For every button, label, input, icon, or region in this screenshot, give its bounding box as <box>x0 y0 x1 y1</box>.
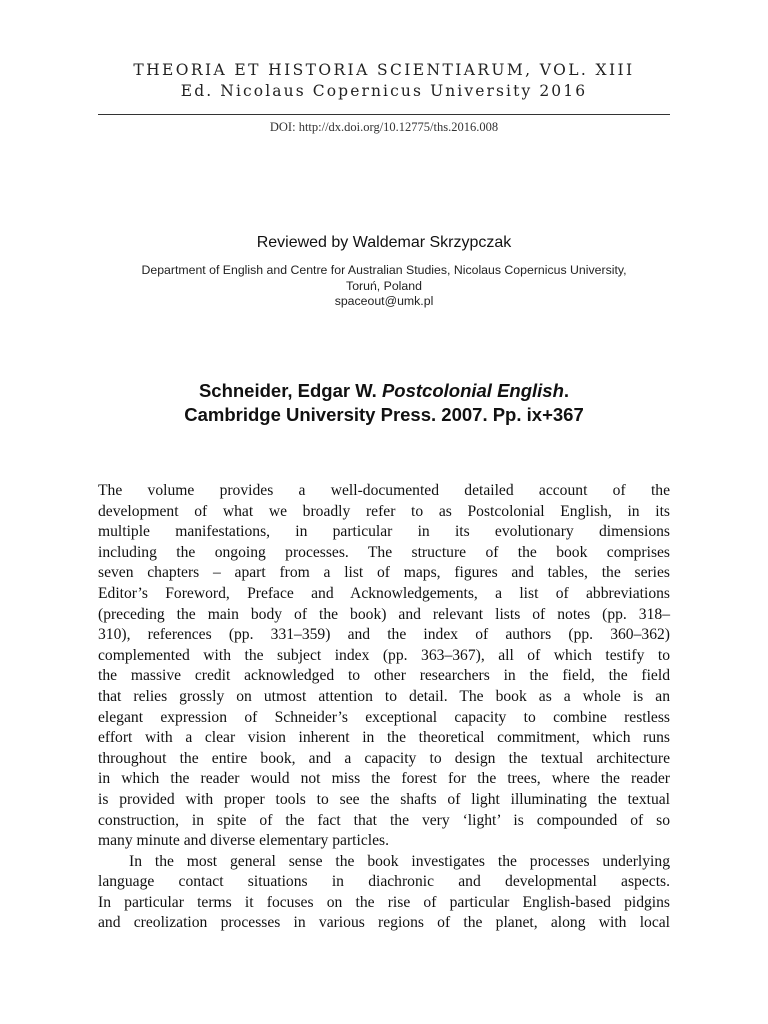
text-line: in which the reader would not miss the forest for the trees, where the reader <box>98 770 670 788</box>
text-line: many minute and diverse elementary particles. <box>98 832 389 850</box>
text-line: 310), references (pp. 331–359) and the index of authors (pp. 360–362) <box>98 626 670 644</box>
book-author: Schneider, Edgar W. <box>198 380 377 401</box>
header-divider <box>98 114 670 115</box>
book-citation <box>98 379 670 427</box>
text-line: that relies grossly on utmost attention to detail. The book as a whole is an <box>98 687 670 705</box>
text-line: multiple manifestations, in particular in its evolutionary dimensions <box>98 523 670 541</box>
book-title: Postcolonial English <box>381 380 564 401</box>
text-line: In the most general sense the book investigates the processes underlying <box>129 852 670 870</box>
paragraph <box>98 852 670 934</box>
affiliation-line: Department of English and Centre for Australian Studies, Nicolaus Copernicus University, <box>141 263 627 277</box>
book-title-end: . <box>563 380 570 401</box>
review-body <box>98 481 670 934</box>
reviewer-affiliation <box>98 263 670 310</box>
text-line: including the ongoing processes. The structure of the book comprises <box>98 543 670 561</box>
book-publisher: Cambridge University Press. 2007. Pp. ix+367 <box>184 404 584 425</box>
text-line: (preceding the main body of the book) and relevant lists of notes (pp. 318– <box>98 605 670 623</box>
text-line: construction, in spite of the fact that the very ‘light’ is compounded of so <box>98 811 670 829</box>
journal-publisher: Ed. Nicolaus Copernicus University 2016 <box>180 82 588 100</box>
text-line: Editor’s Foreword, Preface and Acknowledgements, a list of abbreviations <box>98 584 670 602</box>
book-citation-line1 <box>98 379 670 403</box>
text-line: the massive credit acknowledged to other researchers in the field, the field <box>98 667 670 685</box>
text-line: In particular terms it focuses on the rise of particular English-based pidgins <box>98 893 670 911</box>
text-line: development of what we broadly refer to as Postcolonial English, in its <box>98 502 670 520</box>
text-line: throughout the entire book, and a capacity to design the textual architecture <box>98 749 670 767</box>
reviewer-name: Reviewed by Waldemar Skrzypczak <box>256 234 512 251</box>
journal-title: THEORIA ET HISTORIA SCIENTIARUM, VOL. XIII <box>133 61 635 79</box>
reviewer-email: spaceout@umk.pl <box>334 294 434 308</box>
affiliation-location: Toruń, Poland <box>346 278 422 293</box>
text-line: seven chapters – apart from a list of maps, figures and tables, the series <box>98 564 670 582</box>
text-line: and creolization processes in various regions of the planet, along with local <box>98 914 670 932</box>
text-line: The volume provides a well-documented detailed account of the <box>98 482 670 499</box>
text-line: language contact situations in diachronic and developmental aspects. <box>98 873 670 891</box>
text-line: complemented with the subject index (pp. 363–367), all of which testify to <box>98 646 670 664</box>
text-line: is provided with proper tools to see the shafts of light illuminating the textual <box>98 790 670 808</box>
text-line: effort with a clear vision inherent in the theoretical commitment, which runs <box>98 729 670 747</box>
journal-header <box>98 60 670 102</box>
doi-line: DOI: http://dx.doi.org/10.12775/ths.2016.008 <box>269 120 499 134</box>
text-line: elegant expression of Schneider’s exceptional capacity to combine restless <box>98 708 670 726</box>
paragraph <box>98 481 670 852</box>
